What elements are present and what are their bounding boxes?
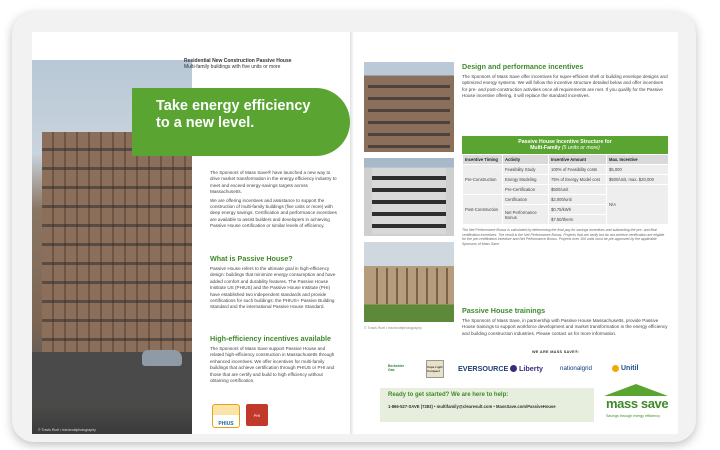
max-cell: $5,000 bbox=[607, 165, 669, 175]
intro-text bbox=[210, 170, 338, 230]
car bbox=[142, 350, 182, 366]
table-header: Max. Incentive bbox=[607, 155, 669, 165]
cta-separator: • bbox=[434, 404, 437, 409]
table-title-line2: Multi-Family bbox=[530, 145, 561, 151]
table-title bbox=[462, 136, 668, 154]
mass-save-roof-icon bbox=[604, 384, 668, 396]
activity-cell: Certification bbox=[503, 195, 549, 205]
timing-post: Post-Construction bbox=[463, 195, 503, 225]
unitil-logo bbox=[612, 360, 639, 376]
right-page bbox=[354, 32, 678, 434]
cta-heading: Ready to get started? We are here to help: bbox=[388, 392, 509, 398]
design-heading: Design and performance incentives bbox=[462, 62, 584, 71]
incentive-table-grid bbox=[462, 154, 669, 225]
partners-label: WE ARE MASS SAVE®: bbox=[532, 350, 580, 354]
unitil-sun-icon bbox=[612, 365, 619, 372]
phius-logo: PHIUS bbox=[212, 404, 240, 428]
table-header: Activity bbox=[503, 155, 549, 165]
table-notes: The Net Performance Bonus is calculated by determining the final pay for savings incentives and subtracting the pre- and final certification incentives. The result is the Net Performance Bonus. Projects that are verify but do not achieve certification are eligible for the pre-certification incentive and Net Performance Bonus. Projects over 100 units must be pre-approved by the applicable Sponsors of Mass Save. bbox=[462, 228, 665, 246]
activity-cell: Net Performance Bonus bbox=[503, 205, 549, 225]
trainings-heading: Passive House trainings bbox=[462, 306, 546, 315]
intro-paragraph-1: The Sponsors of Mass Save® have launched a new way to drive market transformation in the energy efficiency industry to meet and exceed energy-savings targets across Massachusetts. bbox=[210, 170, 337, 195]
what-heading: What is Passive House? bbox=[210, 254, 293, 263]
amount-cell: $7.50/therm bbox=[549, 215, 607, 225]
headline-line1: Take energy efficiency bbox=[156, 98, 311, 114]
phi-logo: PHI bbox=[246, 404, 268, 426]
headline bbox=[156, 98, 336, 132]
cta-phone[interactable]: 1-866-527-SAVE (7283) bbox=[388, 404, 433, 409]
liberty-logo bbox=[510, 360, 543, 376]
photo-credit-right: © Travis Ruel • travisruelphotography bbox=[364, 326, 422, 330]
incentives-heading: High-efficiency incentives available bbox=[210, 334, 332, 343]
cta-separator: • bbox=[493, 404, 496, 409]
section-subtitle: Multi-family buildings with five units or more bbox=[184, 64, 281, 70]
headline-line2: to a new level. bbox=[156, 115, 255, 131]
unitil-logo-text: Unitil bbox=[621, 364, 639, 372]
table-row bbox=[463, 165, 669, 175]
activity-cell: Pre-Certification bbox=[503, 185, 549, 195]
table-header: Incentive Amount bbox=[549, 155, 607, 165]
building-photo-1-windows bbox=[368, 76, 450, 148]
left-page bbox=[32, 32, 350, 434]
building-photo-3-balconies bbox=[368, 268, 450, 304]
amount-cell: 100% of Feasibility costs bbox=[549, 165, 607, 175]
nationalgrid-logo: nationalgrid bbox=[560, 364, 592, 372]
trainings-body: The Sponsors of Mass Save, in partnership with Passive House Massachusetts, provide Passive House trainings to support workforce development and market transformation in the energy efficiency and building construction industries. Please contact us for more information. bbox=[462, 318, 668, 336]
intro-paragraph-2: We are offering incentives and assistance to support the construction of multi-family buildings (five units or more) with deep energy savings. Certification and performance incentives are available to assist builders and developers in achieving Passive House certification or similar levels of efficiency. bbox=[210, 197, 337, 229]
amount-cell: $0.75/kWh bbox=[549, 205, 607, 215]
amount-cell: $2,000/unit bbox=[549, 195, 607, 205]
brochure-spread bbox=[32, 32, 678, 434]
table-title-line1: Passive House Incentive Structure for bbox=[518, 139, 612, 145]
table-header-row bbox=[463, 155, 669, 165]
incentives-body: The Sponsors of Mass Save support Passive House and related high-efficiency construction in Massachusetts through enhanced incentives. We offer incentives for multi-family buildings that achieve certification through PHIUS or PHI and those that are certify and build to high efficiency without obtaining certification. bbox=[210, 346, 335, 384]
cta-email[interactable]: multifamily@clearesult.com bbox=[436, 404, 493, 409]
tablet-frame bbox=[12, 12, 696, 442]
building-photo-2-windows bbox=[372, 168, 446, 234]
max-cell: $500/unit, max. $20,000 bbox=[607, 175, 669, 185]
incentive-table bbox=[462, 136, 668, 246]
cta-contacts bbox=[388, 404, 556, 409]
cta-url[interactable]: MassSave.com/PassiveHouse bbox=[496, 404, 556, 409]
what-body: Passive House refers to the ultimate goal in high-efficiency design: buildings that minimize energy consumption and have added comfort and durability features. The Passive House Institute US (PHIUS) and the Passive House Institute (PHI) have established two independent standards and provide certifications for such buildings: the PHIUS+ Passive Building Standard and the international Passive House Standard. bbox=[210, 266, 336, 310]
max-cell-na: N/A bbox=[607, 185, 669, 225]
activity-cell: Feasibility Study bbox=[503, 165, 549, 175]
building-windows bbox=[42, 132, 192, 352]
activity-cell: Energy Modeling bbox=[503, 175, 549, 185]
eversource-logo: EVERSOURCE bbox=[458, 363, 509, 373]
section-title: Residential New Construction Passive House bbox=[184, 58, 292, 64]
timing-pre: Pre-Construction bbox=[463, 165, 503, 195]
amount-cell: $500/unit bbox=[549, 185, 607, 195]
design-body: The Sponsors of Mass Save offer incentives for super-efficient shell or building envelope designs and optimized energy systems. We will follow the incentive structure detailed below and offer incentives for pre- and post-construction activities once all requirements are met. If you qualify for the Passive House incentive offering, it will replace the standard incentives. bbox=[462, 74, 668, 99]
photo-credit: © Travis Ruel • travisruelphotography bbox=[38, 428, 96, 432]
cape-light-compact-logo: Cape Light Compact bbox=[426, 360, 444, 378]
berkshire-gas-logo: Berkshire Gas bbox=[388, 364, 405, 372]
liberty-logo-text: Liberty bbox=[519, 363, 543, 373]
table-header: Incentive Timing bbox=[463, 155, 503, 165]
section-label bbox=[184, 58, 292, 70]
mass-save-logo: mass save bbox=[606, 396, 669, 411]
liberty-mark-icon bbox=[510, 365, 517, 372]
amount-cell: 75% of Energy Model cost bbox=[549, 175, 607, 185]
mass-save-tagline: Savings through energy efficiency bbox=[606, 414, 660, 418]
table-title-units: (5 units or more) bbox=[561, 145, 600, 151]
